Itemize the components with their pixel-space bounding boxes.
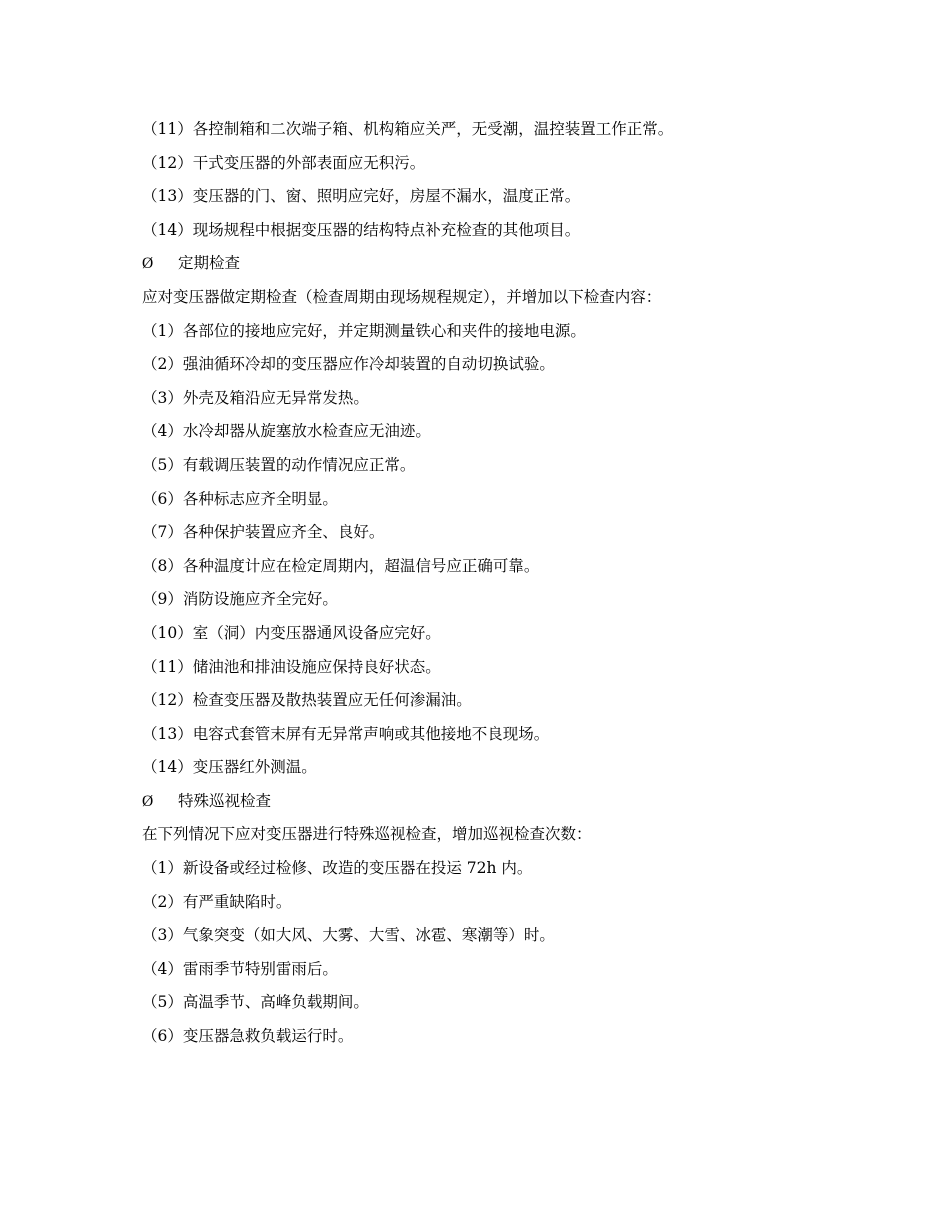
list-item: （5）有载调压装置的动作情况应正常。 — [142, 455, 416, 474]
list-item: （13）电容式套管末屏有无异常声响或其他接地不良现场。 — [142, 724, 550, 743]
list-item: （12）干式变压器的外部表面应无积污。 — [142, 153, 426, 172]
list-item: （5）高温季节、高峰负载期间。 — [142, 993, 369, 1012]
list-item: （1）各部位的接地应完好，并定期测量铁心和夹件的接地电源。 — [142, 321, 586, 340]
section-intro: 在下列情况下应对变压器进行特殊巡视检查，增加巡视检查次数： — [142, 825, 592, 844]
section-heading-special — [142, 785, 842, 819]
document-body — [142, 113, 842, 1054]
bullet-marker: Ø — [142, 255, 154, 273]
list-item: （4）水冷却器从旋塞放水检查应无油迹。 — [142, 422, 431, 441]
list-item: （11）各控制箱和二次端子箱、机构箱应关严，无受潮，温控装置工作正常。 — [142, 120, 674, 138]
section-heading-periodic — [142, 247, 842, 281]
list-item: （9）消防设施应齐全完好。 — [142, 590, 338, 609]
list-item: （2）强油循环冷却的变压器应作冷却装置的自动切换试验。 — [142, 355, 555, 374]
list-item: （14）变压器红外测温。 — [142, 758, 317, 777]
list-item: （6）各种标志应齐全明显。 — [142, 489, 338, 508]
list-item: （3）气象突变（如大风、大雾、大雪、冰雹、寒潮等）时。 — [142, 926, 555, 945]
list-item: （7）各种保护装置应齐全、良好。 — [142, 523, 385, 542]
list-item: （6）变压器急救负载运行时。 — [142, 1027, 354, 1046]
list-item: （13）变压器的门、窗、照明应完好，房屋不漏水，温度正常。 — [142, 187, 581, 206]
section-heading-text: 特殊巡视检查 — [178, 791, 272, 810]
list-item: （1）新设备或经过检修、改造的变压器在投运 72h 内。 — [142, 859, 533, 878]
list-item: （10）室（洞）内变压器通风设备应完好。 — [142, 623, 441, 642]
section-heading-text: 定期检查 — [178, 254, 241, 273]
list-item: （12）检查变压器及散热装置应无任何渗漏油。 — [142, 691, 472, 710]
section-intro: 应对变压器做定期检查（检查周期由现场规程规定），并增加以下检查内容： — [142, 287, 662, 306]
list-item: （4）雷雨季节特别雷雨后。 — [142, 959, 338, 978]
list-item: （8）各种温度计应在检定周期内，超温信号应正确可靠。 — [142, 556, 540, 575]
list-item: （11）储油池和排油设施应保持良好状态。 — [142, 657, 441, 676]
list-item: （2）有严重缺陷时。 — [142, 892, 292, 911]
list-item: （14）现场规程中根据变压器的结构特点补充检查的其他项目。 — [142, 220, 581, 239]
bullet-marker: Ø — [142, 792, 154, 810]
list-item: （3）外壳及箱沿应无异常发热。 — [142, 388, 369, 407]
